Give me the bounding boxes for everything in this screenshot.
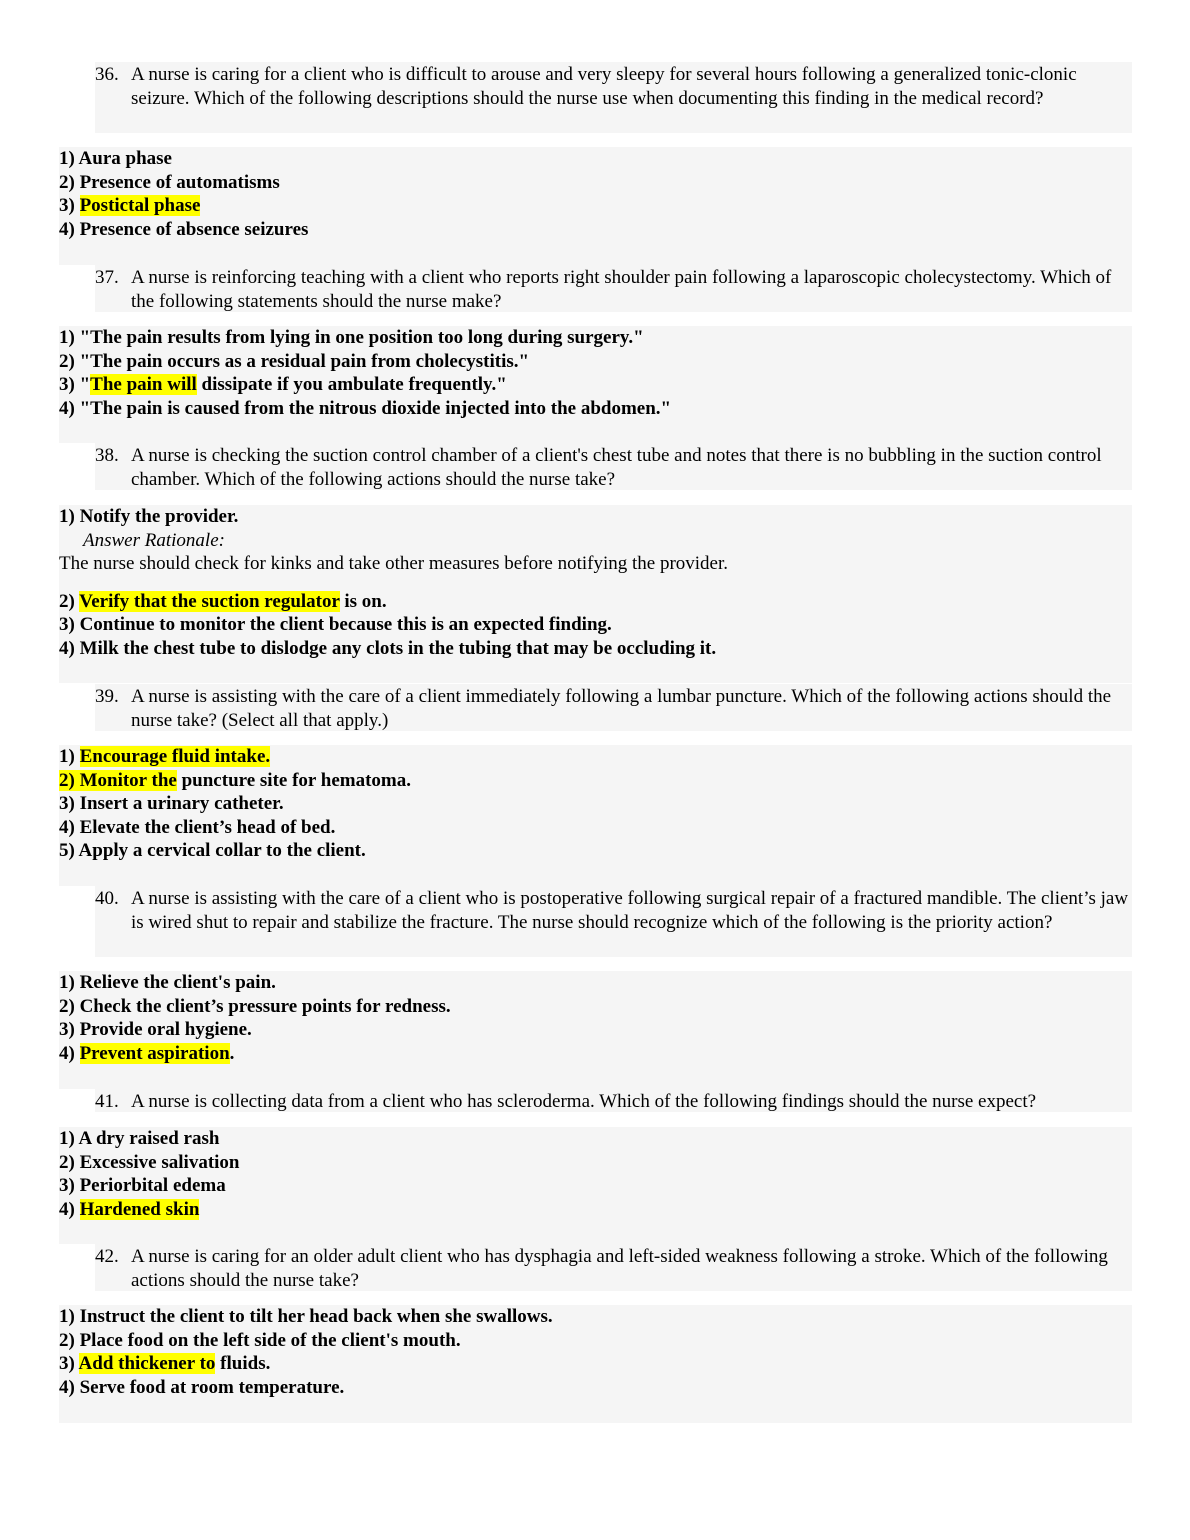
option-correct[interactable]: 4) Hardened skin bbox=[59, 1198, 200, 1220]
option[interactable]: 2) "The pain occurs as a residual pain from cholecystitis." bbox=[59, 350, 530, 372]
option[interactable]: 3) Continue to monitor the client because this is an expected finding. bbox=[59, 614, 612, 635]
question-42 bbox=[95, 1244, 1132, 1291]
answer-highlight: Prevent aspiration bbox=[79, 1042, 230, 1064]
options-41 bbox=[59, 1127, 1132, 1244]
question-text: A nurse is assisting with the care of a client immediately following a lumbar puncture. Which of the following actions should the nurse take? (Select all that apply.) bbox=[131, 686, 1112, 731]
options-39 bbox=[59, 745, 1132, 886]
question-text: A nurse is assisting with the care of a client who is postoperative following surgical repair of a fractured mandible. The client’s jaw is wired shut to repair and stabilize the fracture. The nurse should recognize which of the following is the priority action? bbox=[131, 888, 1129, 933]
option-correct[interactable]: 4) Prevent aspiration. bbox=[59, 1042, 235, 1064]
question-number: 42. bbox=[95, 1246, 119, 1267]
option[interactable]: 4) Serve food at room temperature. bbox=[59, 1376, 345, 1398]
question-number: 40. bbox=[95, 888, 119, 909]
answer-highlight: 2) Monitor the bbox=[59, 769, 177, 791]
answer-highlight: Hardened skin bbox=[79, 1198, 200, 1220]
option[interactable]: 3) Provide oral hygiene. bbox=[59, 1019, 252, 1040]
option-correct[interactable]: 3) "The pain will dissipate if you ambulate frequently." bbox=[59, 374, 507, 395]
options-40 bbox=[59, 971, 1132, 1089]
option[interactable]: 5) Apply a cervical collar to the client. bbox=[59, 840, 366, 861]
option[interactable]: 2) Place food on the left side of the client's mouth. bbox=[59, 1329, 461, 1351]
options-38 bbox=[59, 505, 1132, 683]
question-number: 39. bbox=[95, 686, 119, 707]
option[interactable]: 1) Notify the provider. bbox=[59, 506, 239, 527]
option-correct[interactable]: 2) Verify that the suction regulator is on. bbox=[59, 590, 387, 612]
question-40 bbox=[95, 886, 1132, 957]
question-text: A nurse is collecting data from a client who has scleroderma. Which of the following findings should the nurse expect? bbox=[131, 1091, 1037, 1112]
question-41 bbox=[95, 1089, 1132, 1112]
question-text: A nurse is caring for a client who is difficult to arouse and very sleepy for several hours following a generalized tonic-clonic seizure. Which of the following descriptions should the nurse use when documenting this finding in the medical record? bbox=[131, 64, 1077, 109]
question-39 bbox=[95, 684, 1132, 731]
answer-highlight: Add thickener to bbox=[78, 1353, 216, 1374]
question-number: 38. bbox=[95, 445, 119, 466]
answer-rationale-text: The nurse should check for kinks and take other measures before notifying the provider. bbox=[59, 553, 729, 574]
option-correct[interactable]: 3) Postictal phase bbox=[59, 195, 201, 216]
option[interactable]: 1) Relieve the client's pain. bbox=[59, 972, 276, 993]
option-correct[interactable]: 1) Encourage fluid intake. bbox=[59, 746, 271, 767]
option[interactable]: 2) Check the client’s pressure points for redness. bbox=[59, 995, 451, 1017]
answer-highlight: Verify that the suction regulator bbox=[79, 590, 340, 612]
question-number: 36. bbox=[95, 64, 119, 85]
question-text: A nurse is reinforcing teaching with a client who reports right shoulder pain following a laparoscopic cholecystectomy. Which of the following statements should the nurse make? bbox=[131, 267, 1112, 312]
options-36 bbox=[59, 147, 1132, 265]
question-38 bbox=[95, 443, 1132, 490]
option[interactable]: 2) Excessive salivation bbox=[59, 1151, 240, 1173]
question-37 bbox=[95, 265, 1132, 312]
option[interactable]: 1) "The pain results from lying in one position too long during surgery." bbox=[59, 327, 644, 348]
option[interactable]: 3) Insert a urinary catheter. bbox=[59, 793, 284, 814]
options-37 bbox=[59, 326, 1132, 443]
question-text: A nurse is caring for an older adult client who has dysphagia and left-sided weakness following a stroke. Which of the following actions should the nurse take? bbox=[131, 1246, 1108, 1291]
option[interactable]: 4) Milk the chest tube to dislodge any clots in the tubing that may be occluding it. bbox=[59, 637, 717, 659]
answer-rationale-label: Answer Rationale: bbox=[83, 529, 225, 551]
question-number: 41. bbox=[95, 1091, 119, 1112]
option[interactable]: 4) Presence of absence seizures bbox=[59, 218, 309, 240]
answer-highlight: Postictal phase bbox=[79, 195, 201, 216]
option[interactable]: 4) Elevate the client’s head of bed. bbox=[59, 816, 336, 838]
option-correct[interactable]: 3) Add thickener to fluids. bbox=[59, 1353, 271, 1374]
option[interactable]: 3) Periorbital edema bbox=[59, 1175, 226, 1196]
option[interactable]: 4) "The pain is caused from the nitrous dioxide injected into the abdomen." bbox=[59, 397, 672, 419]
option[interactable]: 1) Instruct the client to tilt her head back when she swallows. bbox=[59, 1306, 553, 1327]
option[interactable]: 2) Presence of automatisms bbox=[59, 171, 280, 193]
option-correct[interactable]: 2) Monitor the puncture site for hematoma. bbox=[59, 769, 411, 791]
option[interactable]: 1) A dry raised rash bbox=[59, 1128, 220, 1149]
question-text: A nurse is checking the suction control chamber of a client's chest tube and notes that there is no bubbling in the suction control chamber. Which of the following actions should the nurse take? bbox=[131, 445, 1102, 490]
answer-highlight: The pain will bbox=[90, 374, 197, 395]
options-42 bbox=[59, 1305, 1132, 1423]
option[interactable]: 1) Aura phase bbox=[59, 148, 172, 169]
question-36 bbox=[95, 62, 1132, 133]
question-number: 37. bbox=[95, 267, 119, 288]
answer-highlight: Encourage fluid intake. bbox=[79, 746, 271, 767]
